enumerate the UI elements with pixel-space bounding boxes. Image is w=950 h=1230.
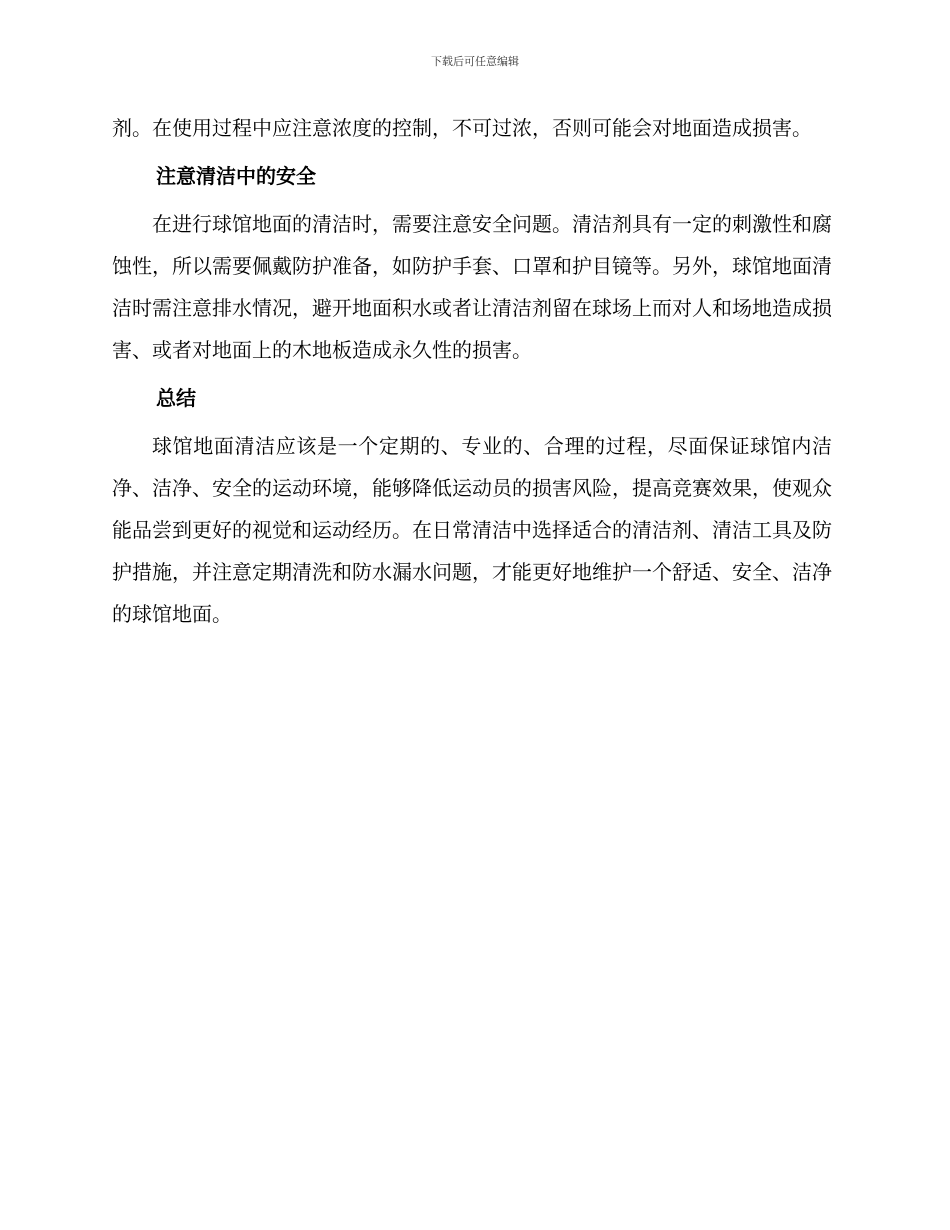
paragraph-summary: 球馆地面清洁应该是一个定期的、专业的、合理的过程，尽面保证球馆内洁净、洁净、安全的运动环境，能够降低运动员的损害风险，提高竞赛效果，使观众能品尝到更好的视觉和运动经历。在日常清洁中选择适合的清洁剂、清洁工具及防护措施，并注意定期清洗和防水漏水问题，才能更好地维护一个舒适、安全、洁净的球馆地面。 bbox=[112, 434, 832, 626]
section-heading-safety: 注意清洁中的安全 bbox=[156, 164, 316, 188]
page-header: 下载后可任意编辑 bbox=[431, 55, 519, 68]
section-heading-summary: 总结 bbox=[156, 386, 196, 410]
paragraph-continuation: 剂。在使用过程中应注意浓度的控制，不可过浓，否则可能会对地面造成损害。 bbox=[112, 116, 812, 140]
document-body bbox=[112, 107, 832, 635]
paragraph-safety: 在进行球馆地面的清洁时，需要注意安全问题。清洁剂具有一定的刺激性和腐蚀性，所以需要佩戴防护准备，如防护手套、口罩和护目镜等。另外，球馆地面清洁时需注意排水情况，避开地面积水或者让清洁剂留在球场上而对人和场地造成损害、或者对地面上的木地板造成永久性的损害。 bbox=[112, 212, 832, 362]
